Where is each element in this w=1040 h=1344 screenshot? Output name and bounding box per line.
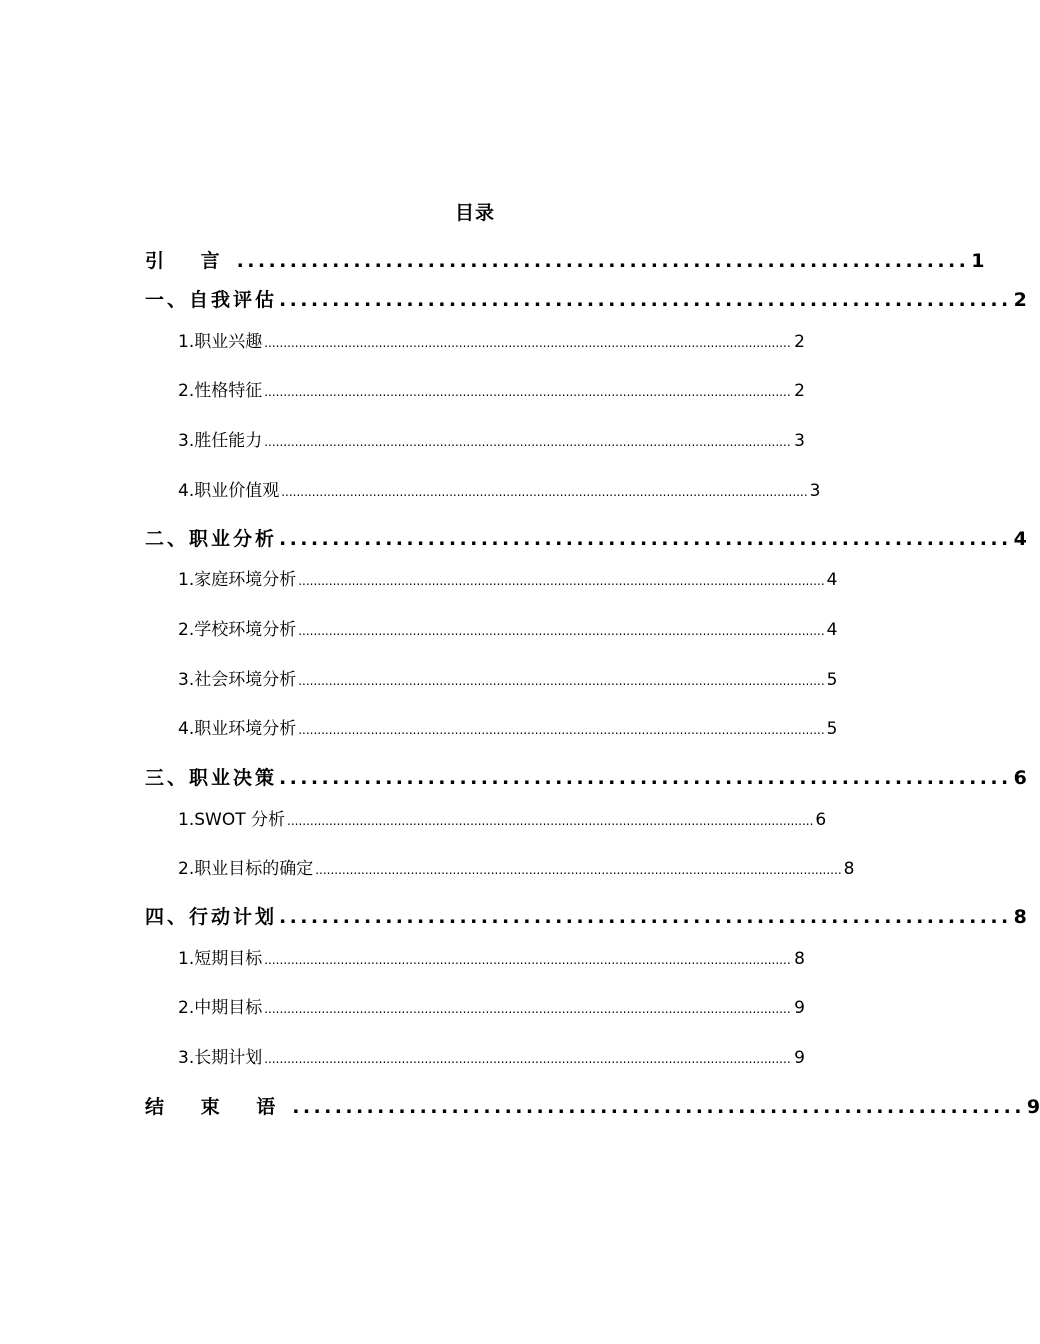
toc-title: 目录 [454,202,495,224]
toc-leader-dots: .......................................................................................................................................... [315,863,842,877]
toc-entry-label: 1.职业兴趣 [178,332,263,352]
toc-leader-dots: .......................................................................................................................................... [264,1002,791,1016]
toc-entry-label: 4.职业环境分析 [178,719,297,739]
toc-entry-page: 8 [843,859,855,879]
toc-entry-page: 9 [794,998,805,1018]
toc-entry-page: 6 [815,810,827,830]
toc-entry-career-interest[interactable] [178,329,805,355]
toc-entry-page: 9 [794,1048,805,1068]
toc-entry-page: 5 [826,670,838,690]
toc-entry-page: 6 [1013,767,1027,789]
toc-entry-label: 1.家庭环境分析 [178,570,297,590]
toc-entry-social-environment[interactable] [178,667,838,693]
toc-leader-dots: .......................................................................................................................................... [287,814,814,828]
toc-entry-label: 3.长期计划 [178,1048,263,1068]
toc-entry-label: 1.SWOT 分析 [178,810,285,830]
toc-entry-label: 4.职业价值观 [178,481,280,501]
toc-entry-label: 四、行动计划 [145,906,278,928]
toc-entry-label: 2.中期目标 [178,998,263,1018]
toc-entry-label: 1.短期目标 [178,949,263,969]
toc-leader-dots: ..................................................................... [279,528,1012,550]
toc-entry-page: 4 [1013,528,1027,550]
toc-entry-introduction[interactable] [145,247,985,275]
toc-entry-page: 5 [826,719,838,739]
toc-entry-long-term-plan[interactable] [178,1045,805,1071]
toc-leader-dots: ..................................................................... [279,289,1012,311]
toc-entry-label: 3.胜任能力 [178,431,263,451]
toc-entry-career-goal[interactable] [178,856,855,882]
toc-entry-short-term-goal[interactable] [178,946,805,972]
toc-entry-conclusion[interactable] [145,1093,1040,1121]
toc-entry-swot-analysis[interactable] [178,807,827,833]
toc-leader-dots: .......................................................................................................................................... [281,485,808,499]
toc-entry-label: 结 束 语 [145,1096,291,1118]
toc-entry-page: 2 [1013,289,1027,311]
toc-leader-dots: .......................................................................................................................................... [264,1052,791,1066]
toc-leader-dots: ..................................................................... [279,767,1012,789]
toc-entry-label: 二、职业分析 [145,528,278,550]
toc-entry-mid-term-goal[interactable] [178,995,805,1021]
toc-entry-label: 2.职业目标的确定 [178,859,314,879]
toc-entry-label: 一、自我评估 [145,289,278,311]
toc-entry-page: 3 [809,481,821,501]
toc-leader-dots: ..................................................................... [236,250,970,272]
toc-entry-page: 3 [794,431,805,451]
toc-entry-page: 9 [1026,1096,1040,1118]
toc-leader-dots: .......................................................................................................................................... [264,336,791,350]
toc-leader-dots: .......................................................................................................................................... [298,674,825,688]
toc-entry-page: 8 [794,949,805,969]
toc-leader-dots: ..................................................................... [292,1096,1025,1118]
toc-entry-school-environment[interactable] [178,617,838,643]
toc-leader-dots: .......................................................................................................................................... [264,435,791,449]
toc-entry-label: 3.社会环境分析 [178,670,297,690]
toc-entry-career-values[interactable] [178,478,821,504]
toc-entry-career-environment[interactable] [178,716,838,742]
toc-entry-label: 三、职业决策 [145,767,278,789]
toc-entry-family-environment[interactable] [178,567,838,593]
toc-entry-page: 2 [794,381,805,401]
toc-entry-page: 8 [1013,906,1027,928]
toc-entry-label: 引 言 [145,250,235,272]
toc-entry-competence[interactable] [178,428,805,454]
toc-entry-label: 2.性格特征 [178,381,263,401]
toc-entry-career-decision[interactable] [145,764,1027,792]
toc-leader-dots: .......................................................................................................................................... [298,723,825,737]
toc-entry-personality[interactable] [178,378,805,404]
toc-leader-dots: .......................................................................................................................................... [298,624,825,638]
toc-leader-dots: .......................................................................................................................................... [264,953,791,967]
toc-entry-self-assessment[interactable] [145,286,1027,314]
toc-entry-page: 4 [826,570,838,590]
toc-entry-page: 1 [971,250,985,272]
toc-leader-dots: .......................................................................................................................................... [298,574,825,588]
toc-entry-action-plan[interactable] [145,903,1027,931]
toc-entry-label: 2.学校环境分析 [178,620,297,640]
toc-entry-career-analysis[interactable] [145,525,1027,553]
toc-leader-dots: .......................................................................................................................................... [264,385,791,399]
toc-entry-page: 2 [794,332,805,352]
toc-entry-page: 4 [826,620,838,640]
toc-leader-dots: ..................................................................... [279,906,1012,928]
